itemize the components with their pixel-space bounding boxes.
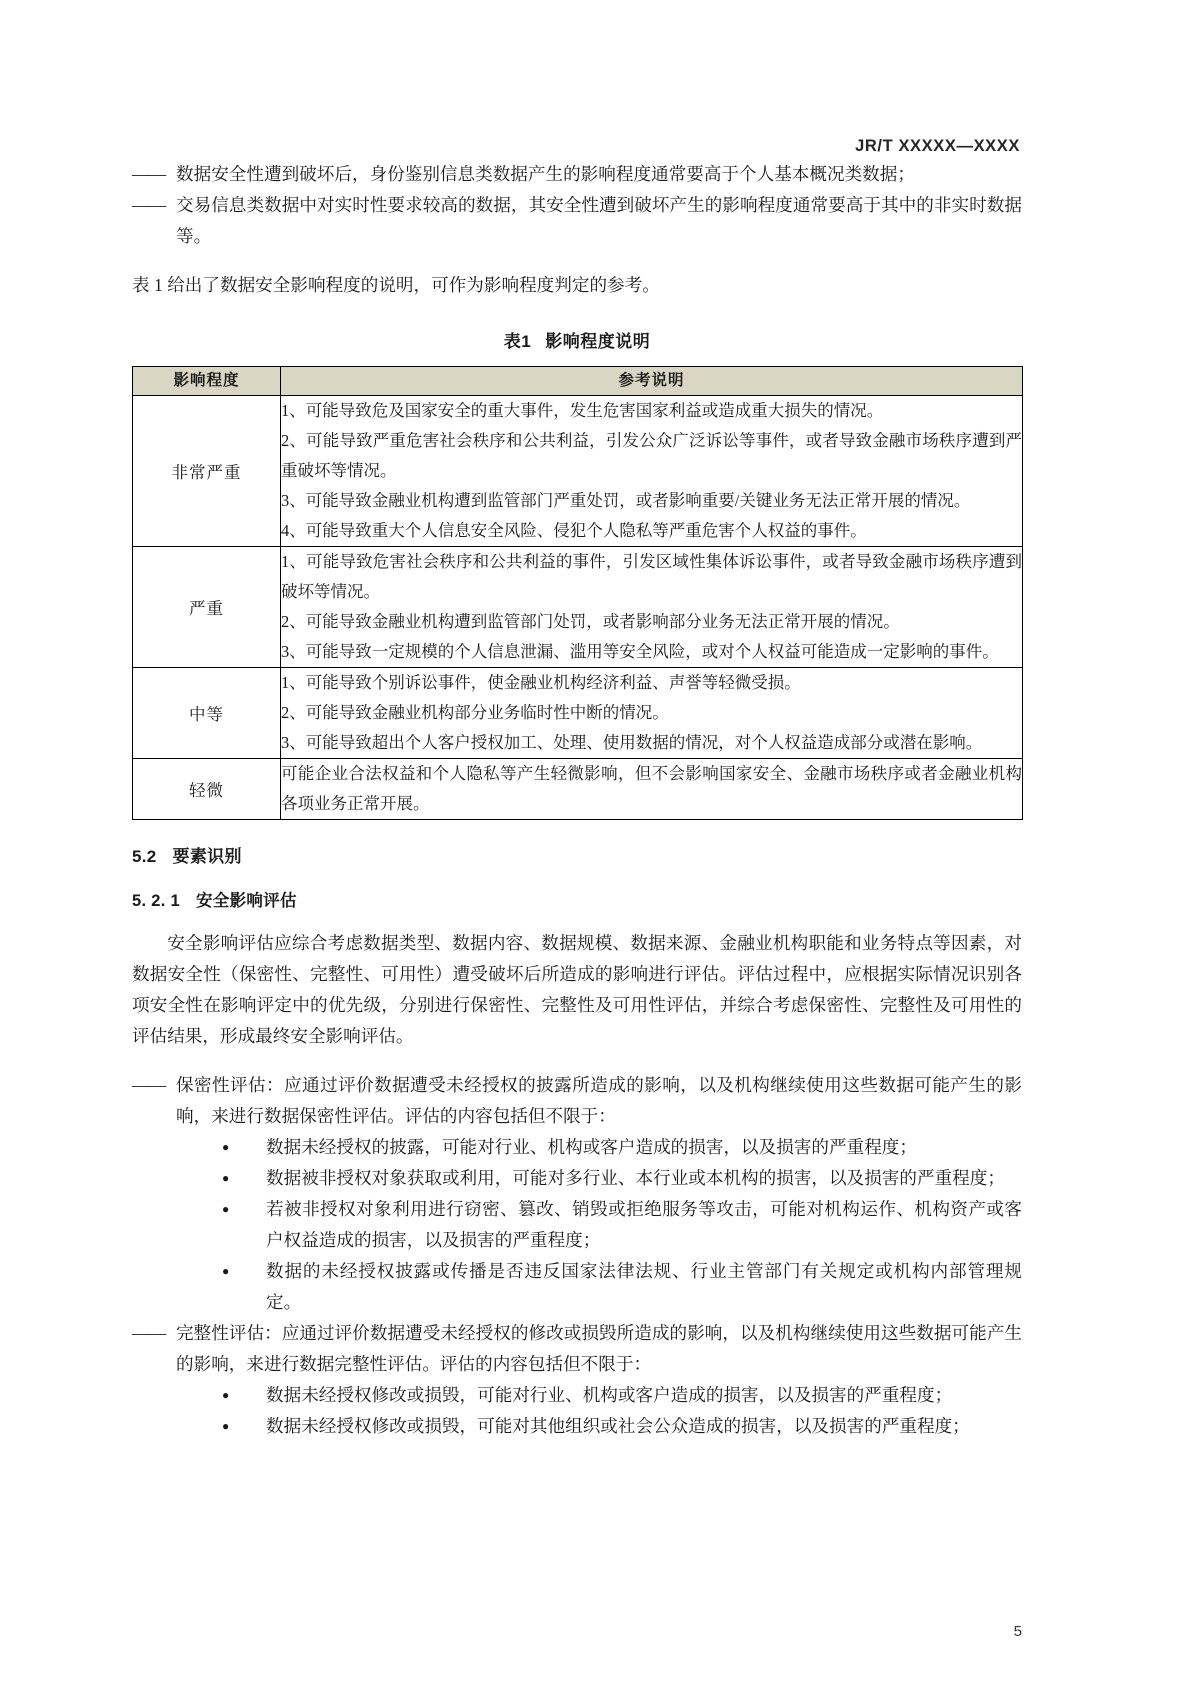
description-item: 4、可能导致重大个人信息安全风险、侵犯个人隐私等严重危害个人权益的事件。 [281, 520, 867, 540]
bullet-text: 数据未经授权修改或损毁，可能对行业、机构或客户造成的损害，以及损害的严重程度； [266, 1384, 953, 1405]
bullet-text: 数据未经授权修改或损毁，可能对其他组织或社会公众造成的损害，以及损害的严重程度； [266, 1415, 970, 1436]
description-item: 可能企业合法权益和个人隐私等产生轻微影响，但不会影响国家安全、金融市场秩序或者金融业机构各项业务正常开展。 [281, 763, 1022, 813]
integrity-lead-text: 完整性评估：应通过评价数据遭受未经授权的修改或损毁所造成的影响，以及机构继续使用这些数据可能产生的影响，来进行数据完整性评估。评估的内容包括但不限于： [176, 1322, 1022, 1374]
table-row [133, 758, 1023, 819]
impact-description-cell [281, 758, 1023, 819]
section-521-paragraph: 安全影响评估应综合考虑数据类型、数据内容、数据规模、数据来源、金融业机构职能和业务特点等因素，对数据安全性（保密性、完整性、可用性）遭受破坏后所造成的影响进行评估。评估过程中，应根据实际情况识别各项安全性在影响评定中的优先级，分别进行保密性、完整性及可用性评估，并综合考虑保密性、完整性及可用性的评估结果，形成最终安全影响评估。 [132, 933, 1022, 1047]
impact-description-cell [281, 667, 1023, 758]
section-title: 要素识别 [172, 846, 242, 866]
dash-text: 交易信息类数据中对实时性要求较高的数据，其安全性遭到破坏产生的影响程度通常要高于其中的非实时数据等。 [176, 195, 1022, 246]
table-caption-title: 影响程度说明 [545, 331, 651, 351]
bullet-icon: ● [222, 1387, 230, 1402]
integrity-assessment-item [132, 1318, 1022, 1380]
dash-marker: —— [132, 1322, 166, 1343]
impact-level-cell: 严重 [133, 546, 281, 667]
confidentiality-bullet-list [132, 1132, 1022, 1318]
list-item [176, 1256, 1022, 1318]
confidentiality-lead-text: 保密性评估：应通过评价数据遭受未经授权的披露所造成的影响，以及机构继续使用这些数据可能产生的影响，来进行数据保密性评估。评估的内容包括但不限于： [176, 1074, 1022, 1126]
list-item [176, 1411, 1022, 1442]
bullet-icon: ● [222, 1418, 230, 1433]
page-content [132, 0, 1022, 1442]
bullet-text: 数据未经授权的披露，可能对行业、机构或客户造成的损害，以及损害的严重程度； [266, 1136, 917, 1157]
impact-level-cell: 非常严重 [133, 395, 281, 546]
description-item: 3、可能导致金融业机构遭到监管部门严重处罚，或者影响重要/关键业务无法正常开展的情况。 [281, 490, 971, 510]
impact-level-table [132, 366, 1023, 820]
integrity-bullet-list [132, 1380, 1022, 1442]
section-number: 5.2 [132, 846, 157, 866]
section-heading-5-2-1 [132, 887, 1022, 911]
description-item: 2、可能导致严重危害社会秩序和公共利益，引发公众广泛诉讼等事件，或者导致金融市场秩序遭到严重破坏等情况。 [281, 430, 1022, 480]
intro-paragraph: 表 1 给出了数据安全影响程度的说明，可作为影响程度判定的参考。 [132, 274, 660, 295]
column-header-impact-level: 影响程度 [133, 366, 281, 395]
table-caption-label: 表1 [503, 331, 532, 351]
bullet-text: 若被非授权对象利用进行窃密、篡改、销毁或拒绝服务等攻击，可能对机构运作、机构资产或客户权益造成的损害，以及损害的严重程度； [266, 1198, 1022, 1250]
table-row [133, 546, 1023, 667]
impact-description-cell [281, 546, 1023, 667]
description-item: 1、可能导致个别诉讼事件，使金融业机构经济利益、声誉等轻微受损。 [281, 672, 801, 692]
section-number: 5. 2. 1 [132, 891, 180, 910]
table-header-row [133, 366, 1023, 395]
page-number: 5 [1013, 1623, 1022, 1640]
list-item [176, 1194, 1022, 1256]
list-item [132, 159, 1022, 190]
list-item [132, 190, 1022, 252]
dash-text: 数据安全性遭到破坏后，身份鉴别信息类数据产生的影响程度通常要高于个人基本概况类数据； [176, 164, 915, 184]
description-item: 1、可能导致危及国家安全的重大事件，发生危害国家利益或造成重大损失的情况。 [281, 400, 884, 420]
section-title: 安全影响评估 [195, 891, 297, 910]
document-standard-number: JR/T XXXXX—XXXX [855, 137, 1020, 155]
bullet-icon: ● [222, 1201, 230, 1216]
description-item: 3、可能导致一定规模的个人信息泄漏、滥用等安全风险，或对个人权益可能造成一定影响的事件。 [281, 641, 999, 661]
confidentiality-assessment-item [132, 1070, 1022, 1132]
description-item: 3、可能导致超出个人客户授权加工、处理、使用数据的情况，对个人权益造成部分或潜在影响。 [281, 732, 983, 752]
dash-marker: —— [132, 195, 166, 215]
dash-marker: —— [132, 164, 166, 184]
impact-description-cell [281, 395, 1023, 546]
dash-marker: —— [132, 1074, 166, 1095]
section-heading-5-2 [132, 842, 1022, 867]
impact-level-cell: 轻微 [133, 758, 281, 819]
table-row [133, 395, 1023, 546]
description-item: 2、可能导致金融业机构遭到监管部门处罚，或者影响部分业务无法正常开展的情况。 [281, 611, 900, 631]
intro-dash-list [132, 159, 1022, 252]
bullet-icon: ● [222, 1139, 230, 1154]
table-row [133, 667, 1023, 758]
table-caption [132, 327, 1022, 352]
impact-level-cell: 中等 [133, 667, 281, 758]
bullet-text: 数据的未经授权披露或传播是否违反国家法律法规、行业主管部门有关规定或机构内部管理规定。 [266, 1260, 1022, 1312]
list-item [176, 1163, 1022, 1194]
bullet-icon: ● [222, 1263, 230, 1278]
list-item [176, 1380, 1022, 1411]
column-header-description: 参考说明 [281, 366, 1023, 395]
bullet-icon: ● [222, 1170, 230, 1185]
description-item: 1、可能导致危害社会秩序和公共利益的事件，引发区域性集体诉讼事件，或者导致金融市场秩序遭到破坏等情况。 [281, 551, 1022, 601]
list-item [176, 1132, 1022, 1163]
description-item: 2、可能导致金融业机构部分业务临时性中断的情况。 [281, 702, 669, 722]
bullet-text: 数据被非授权对象获取或利用，可能对多行业、本行业或本机构的损害，以及损害的严重程度； [266, 1167, 1005, 1188]
